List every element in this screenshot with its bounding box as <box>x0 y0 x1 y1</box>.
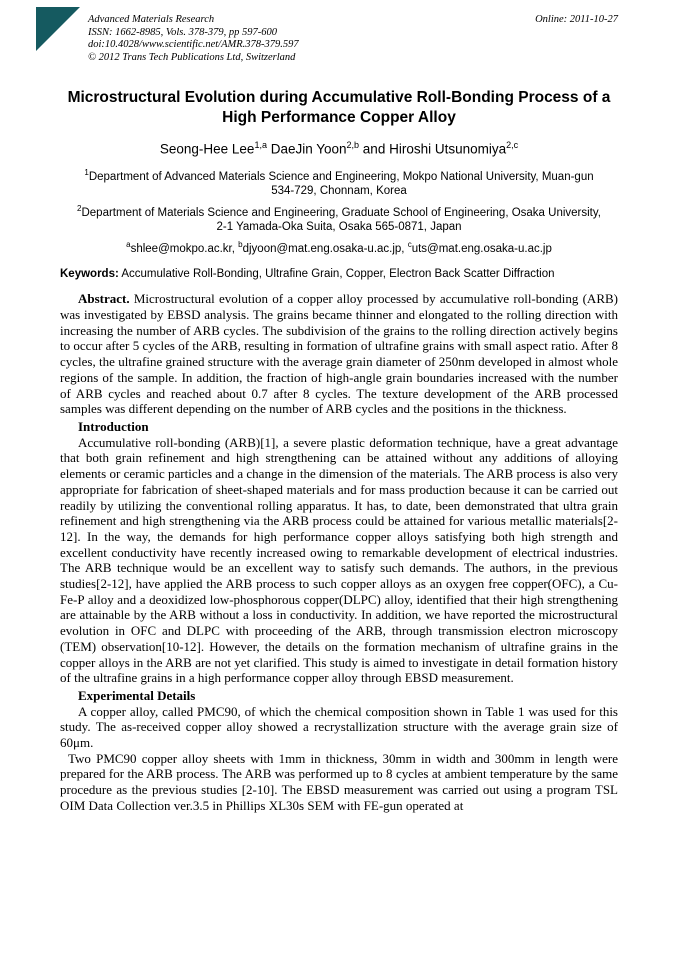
abstract-paragraph <box>60 291 618 417</box>
affiliation-text: Department of Advanced Materials Science and Engineering, Mokpo National University, Muan-gun 534-729, Chonnam, Korea <box>88 170 594 197</box>
doi-line: doi:10.4028/www.scientific.net/AMR.378-379.597 <box>88 39 299 51</box>
paper-body <box>60 291 618 813</box>
experimental-paragraph-2: Two PMC90 copper alloy sheets with 1mm in thickness, 30mm in width and 300mm in length were prepared for the ARB process. The ARB was performed up to 8 cycles at ambient temperature by the same procedure as the previous studies [2-10]. The EBSD measurement was carried out using a program TSL OIM Data Collection ver.3.5 in Phillips XL30s SEM with FE-gun operated at <box>60 750 618 813</box>
introduction-paragraph: Accumulative roll-bonding (ARB)[1], a severe plastic deformation technique, have a great advantage that both grain refinement and high strengthening can be attained without any additions of alloying elements or ceramic particles and a change in the dimension of the materials. The ARB process is also very appropriate for fabrication of sheet-shaped materials and for mass production because it can be carried out readily by utilizing the conventional rolling apparatus. It has, to date, been demonstrated that ultra grain refinement and high strengthening via the ARB process could be attained for various metallic materials[2-12]. In the way, the demands for high performance copper alloys satisfying both high strength and excellent conductivity have recently increased owing to remarkable development of electrical industries. The ARB technique would be an excellent way to satisfy such demands. The authors, in the previous studies[2-12], have applied the ARB process to such copper alloys as an oxygen free copper(OFC), a Cu-Fe-P alloy and a deoxidized low-phosphorous copper(DLPC) alloy, identified that their high strengthening are attainable by the ARB without a loss in conductivity. In addition, we have reported the microstructural evolution in OFC and DLPC with proceeding of the ARB, through transmission electron microscopy (TEM) observation[10-12]. However, the details on the formation mechanism of ultrafine grains in the copper alloys in the ARB are not yet clarified. This study is aimed to investigate in detail formation history of the ultrafine grains in a high performance copper alloy through EBSD measurement. <box>60 434 618 686</box>
email-address: shlee@mokpo.ac.kr, <box>130 242 239 255</box>
author-name: DaeJin Yoon <box>266 141 347 157</box>
author-affiliation-marker: 1,a <box>254 140 267 151</box>
affiliation-2 <box>74 202 604 234</box>
experimental-paragraph-1: A copper alloy, called PMC90, of which the chemical composition shown in Table 1 was used for this study. The as-received copper alloy showed a recrystallization structure with the average grain size of 60μm. <box>60 703 618 751</box>
paper-title: Microstructural Evolution during Accumulative Roll-Bonding Process of a High Performance Copper Alloy <box>67 89 611 126</box>
copyright-line: © 2012 Trans Tech Publications Ltd, Switzerland <box>88 51 296 63</box>
affiliation-marker: 1 <box>84 167 89 177</box>
email-marker: b <box>238 239 243 249</box>
journal-header-row <box>88 14 618 27</box>
keywords-line <box>60 267 618 281</box>
email-marker: c <box>407 239 412 249</box>
corner-fold-decoration <box>36 7 80 51</box>
authors-line <box>60 137 618 158</box>
affiliation-1 <box>74 166 604 198</box>
author-affiliation-marker: 2,b <box>346 140 360 151</box>
journal-name: Advanced Materials Research <box>88 14 215 25</box>
online-date: Online: 2011-10-27 <box>535 14 618 25</box>
keywords-label: Keywords: <box>60 268 119 281</box>
issn-line: ISSN: 1662-8985, Vols. 378-379, pp 597-600 <box>88 26 277 38</box>
abstract-label: Abstract. <box>78 291 130 307</box>
author-emails <box>74 238 604 256</box>
author-name: and Hiroshi Utsunomiya <box>359 141 507 157</box>
section-heading-introduction: Introduction <box>78 418 149 434</box>
author-name: Seong-Hee Lee <box>159 141 255 157</box>
email-address: uts@mat.eng.osaka-u.ac.jp <box>411 242 552 255</box>
author-affiliation-marker: 2,c <box>506 140 519 151</box>
keywords-text: Accumulative Roll-Bonding, Ultrafine Grain, Copper, Electron Back Scatter Diffraction <box>118 268 555 281</box>
section-heading-experimental-details: Experimental Details <box>78 687 196 703</box>
email-address: djyoon@mat.eng.osaka-u.ac.jp, <box>242 242 408 255</box>
affiliation-text: Department of Materials Science and Engineering, Graduate School of Engineering, Osaka University, 2-1 Yamada-Oka Suita, Osaka 565-0871, Japan <box>81 206 601 233</box>
journal-header <box>88 14 618 64</box>
abstract-text: Microstructural evolution of a copper alloy processed by accumulative roll-bonding (ARB) was investigated by EBSD analysis. The grains became thinner and elongated to the rolling direction with increasing the number of ARB cycles. The subdivision of the grains to the rolling direction actively begins to occur after 5 cycles of the ARB, resulting in formation of ultrafine grains with small aspect ratio. After 8 cycles, the ultrafine grained structure with the average grain diameter of 250nm developed in almost whole regions of the sample. In addition, the fraction of high-angle grain boundaries increased with the number of ARB cycles and reached about 0.7 after 8 cycles. The texture development of the ARB processed samples was different depending on the number of ARB cycles and the positions in the thickness. <box>60 291 618 417</box>
affiliation-marker: 2 <box>77 203 82 213</box>
email-marker: a <box>126 239 131 249</box>
